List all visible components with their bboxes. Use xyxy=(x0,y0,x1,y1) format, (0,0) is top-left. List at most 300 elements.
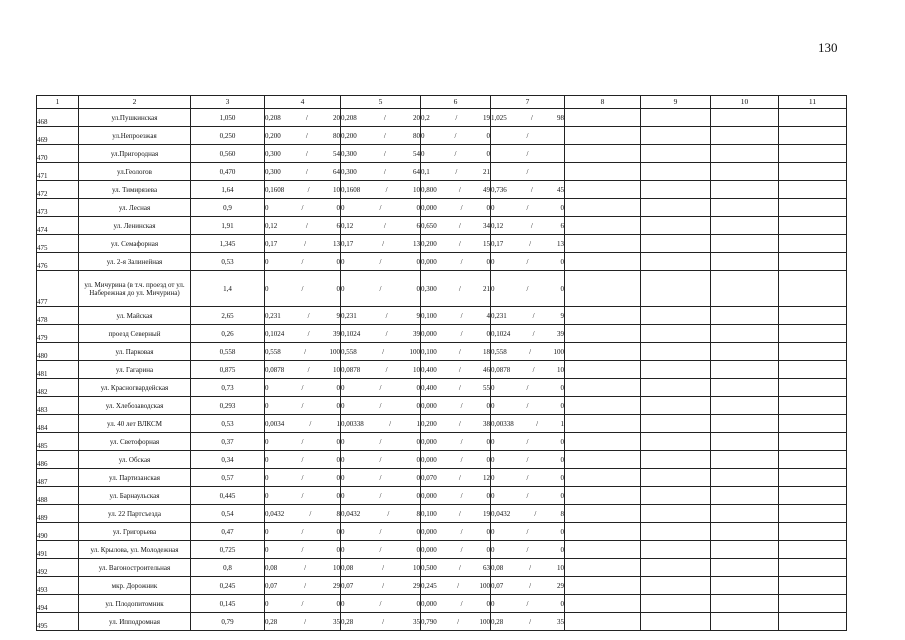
row-number: 483 xyxy=(37,397,79,415)
separator: / xyxy=(301,491,304,500)
row-number: 487 xyxy=(37,469,79,487)
separator: / xyxy=(382,617,385,626)
empty-cell xyxy=(711,397,779,415)
value: 0 xyxy=(486,203,490,212)
value: 0 xyxy=(416,284,420,293)
empty-cell xyxy=(565,163,641,181)
row-number: 485 xyxy=(37,433,79,451)
street-name: ул. Семафорная xyxy=(79,235,191,253)
empty-cell xyxy=(641,199,711,217)
value: 6 xyxy=(560,221,564,230)
street-name: ул.Непроезжая xyxy=(79,127,191,145)
value-cell-c6 xyxy=(421,559,491,577)
value-cell-c6 xyxy=(421,451,491,469)
value: 0 xyxy=(265,284,269,293)
empty-cell xyxy=(779,415,847,433)
separator: / xyxy=(458,365,461,374)
value: 0 xyxy=(341,284,345,293)
value: 0,00338 xyxy=(341,419,364,428)
empty-cell xyxy=(641,379,711,397)
value-cell-c7 xyxy=(491,163,565,181)
value: 98 xyxy=(556,113,564,122)
separator: / xyxy=(460,455,463,464)
value: 0,000 xyxy=(421,401,437,410)
empty-cell xyxy=(779,523,847,541)
separator: / xyxy=(307,365,310,374)
value: 100 xyxy=(409,347,420,356)
value: 0,100 xyxy=(421,509,437,518)
value: 0 xyxy=(341,545,345,554)
separator: / xyxy=(307,329,310,338)
separator: / xyxy=(526,257,529,266)
value-cell-c5 xyxy=(341,181,421,199)
empty-cell xyxy=(565,271,641,307)
empty-cell xyxy=(779,163,847,181)
value-cell-c4 xyxy=(265,397,341,415)
separator: / xyxy=(304,563,307,572)
separator: / xyxy=(379,545,382,554)
empty-cell xyxy=(641,361,711,379)
value-cell-c7 xyxy=(491,415,565,433)
separator: / xyxy=(307,185,310,194)
empty-cell xyxy=(779,217,847,235)
value: 9 xyxy=(416,311,420,320)
value: 64 xyxy=(332,167,340,176)
value: 0 xyxy=(341,401,345,410)
value: 0 xyxy=(341,473,345,482)
page-number: 130 xyxy=(818,40,838,55)
separator: / xyxy=(301,527,304,536)
value-cell-c6 xyxy=(421,199,491,217)
length-value: 1,345 xyxy=(191,235,265,253)
value: 20 xyxy=(332,113,340,122)
separator: / xyxy=(460,311,463,320)
value-cell-c6 xyxy=(421,397,491,415)
length-value: 0,34 xyxy=(191,451,265,469)
value-cell-c6 xyxy=(421,271,491,307)
value: 0,231 xyxy=(341,311,357,320)
value-cell-c4 xyxy=(265,451,341,469)
value: 0 xyxy=(560,383,564,392)
length-value: 2,65 xyxy=(191,307,265,325)
value: 8 xyxy=(560,509,564,518)
separator: / xyxy=(526,473,529,482)
separator: / xyxy=(379,599,382,608)
empty-cell xyxy=(641,469,711,487)
value: 0 xyxy=(336,545,340,554)
value-cell-c5 xyxy=(341,505,421,523)
separator: / xyxy=(458,473,461,482)
street-name: ул. Гагарина xyxy=(79,361,191,379)
value: 0,000 xyxy=(421,203,437,212)
value-cell-c7 xyxy=(491,343,565,361)
column-header: 10 xyxy=(711,96,779,109)
value: 0 xyxy=(336,383,340,392)
value-cell-c4 xyxy=(265,523,341,541)
value: 9 xyxy=(560,311,564,320)
value: 29 xyxy=(412,581,420,590)
table-row xyxy=(37,271,847,307)
value: 0 xyxy=(416,203,420,212)
separator: / xyxy=(385,365,388,374)
value-cell-c7 xyxy=(491,361,565,379)
separator: / xyxy=(460,437,463,446)
table-row xyxy=(37,325,847,343)
value-cell-c7 xyxy=(491,181,565,199)
value-cell-c4 xyxy=(265,325,341,343)
value: 0 xyxy=(336,527,340,536)
empty-cell xyxy=(711,577,779,595)
value: 0,17 xyxy=(491,239,504,248)
value: 80 xyxy=(332,131,340,140)
separator: / xyxy=(305,113,308,122)
empty-cell xyxy=(711,271,779,307)
value: 29 xyxy=(556,581,564,590)
separator: / xyxy=(458,284,461,293)
value: 0,070 xyxy=(421,473,437,482)
separator: / xyxy=(385,329,388,338)
value: 0,300 xyxy=(341,149,357,158)
separator: / xyxy=(383,131,386,140)
separator: / xyxy=(526,284,529,293)
separator: / xyxy=(301,437,304,446)
value-cell-c7 xyxy=(491,307,565,325)
value-cell-c6 xyxy=(421,433,491,451)
table-row xyxy=(37,145,847,163)
separator: / xyxy=(304,581,307,590)
value-cell-c5 xyxy=(341,163,421,181)
length-value: 0,53 xyxy=(191,253,265,271)
value-cell-c5 xyxy=(341,559,421,577)
table-row xyxy=(37,361,847,379)
length-value: 0,79 xyxy=(191,613,265,631)
row-number: 472 xyxy=(37,181,79,199)
empty-cell xyxy=(711,181,779,199)
row-number: 489 xyxy=(37,505,79,523)
separator: / xyxy=(387,509,390,518)
value: 0,28 xyxy=(265,617,278,626)
row-number: 481 xyxy=(37,361,79,379)
empty-cell xyxy=(711,379,779,397)
street-name: ул. Мичурина (в т.ч. проезд от ул. Набережная до ул. Мичурина) xyxy=(79,271,191,307)
empty-cell xyxy=(565,415,641,433)
value: 0,12 xyxy=(341,221,354,230)
empty-cell xyxy=(641,577,711,595)
row-number: 495 xyxy=(37,613,79,631)
value: 0 xyxy=(560,545,564,554)
value-cell-c5 xyxy=(341,127,421,145)
length-value: 0,57 xyxy=(191,469,265,487)
empty-cell xyxy=(641,253,711,271)
value: 0 xyxy=(486,599,490,608)
separator: / xyxy=(526,599,529,608)
street-name: ул. Партизанская xyxy=(79,469,191,487)
separator: / xyxy=(301,401,304,410)
separator: / xyxy=(532,329,535,338)
value: 0,000 xyxy=(421,437,437,446)
separator: / xyxy=(526,203,529,212)
value-cell-c4 xyxy=(265,181,341,199)
empty-cell xyxy=(641,343,711,361)
value-cell-c5 xyxy=(341,253,421,271)
value-cell-c6 xyxy=(421,253,491,271)
value: 10 xyxy=(412,185,420,194)
length-value: 0,245 xyxy=(191,577,265,595)
empty-cell xyxy=(711,217,779,235)
separator: / xyxy=(458,347,461,356)
value: 0 xyxy=(560,437,564,446)
empty-cell xyxy=(779,541,847,559)
value-cell-c6 xyxy=(421,307,491,325)
value-cell-c7 xyxy=(491,451,565,469)
value: 10 xyxy=(412,563,420,572)
empty-cell xyxy=(711,307,779,325)
value: 54 xyxy=(332,149,340,158)
empty-cell xyxy=(711,541,779,559)
value-cell-c4 xyxy=(265,199,341,217)
row-number: 490 xyxy=(37,523,79,541)
street-name: ул. Барнаульская xyxy=(79,487,191,505)
empty-cell xyxy=(565,199,641,217)
row-number: 479 xyxy=(37,325,79,343)
length-value: 0,293 xyxy=(191,397,265,415)
value-cell-c7 xyxy=(491,145,565,163)
empty-cell xyxy=(565,235,641,253)
empty-cell xyxy=(641,595,711,613)
separator: / xyxy=(530,113,533,122)
separator: / xyxy=(305,131,308,140)
length-value: 0,54 xyxy=(191,505,265,523)
row-number: 493 xyxy=(37,577,79,595)
value: 0 xyxy=(416,545,420,554)
empty-cell xyxy=(565,559,641,577)
separator: / xyxy=(305,221,308,230)
street-name: ул. Майская xyxy=(79,307,191,325)
value-cell-c5 xyxy=(341,487,421,505)
empty-cell xyxy=(565,469,641,487)
value-cell-c4 xyxy=(265,235,341,253)
separator: / xyxy=(529,347,532,356)
separator: / xyxy=(383,167,386,176)
value: 0,17 xyxy=(341,239,354,248)
column-header: 9 xyxy=(641,96,711,109)
value-cell-c4 xyxy=(265,541,341,559)
separator: / xyxy=(382,581,385,590)
street-name: мкр. Дорожник xyxy=(79,577,191,595)
separator: / xyxy=(383,149,386,158)
value: 0,245 xyxy=(421,581,437,590)
value-cell-c4 xyxy=(265,613,341,631)
value: 0 xyxy=(486,437,490,446)
street-name: ул. Григорьева xyxy=(79,523,191,541)
separator: / xyxy=(458,419,461,428)
value: 0 xyxy=(486,491,490,500)
separator: / xyxy=(309,419,312,428)
value: 55 xyxy=(482,383,490,392)
row-number: 473 xyxy=(37,199,79,217)
empty-cell xyxy=(565,541,641,559)
value: 0,790 xyxy=(421,617,437,626)
separator: / xyxy=(301,599,304,608)
value: 4 xyxy=(486,311,490,320)
separator: / xyxy=(458,239,461,248)
value-cell-c6 xyxy=(421,343,491,361)
value: 0 xyxy=(336,473,340,482)
empty-cell xyxy=(641,523,711,541)
value: 0,100 xyxy=(421,311,437,320)
street-name: ул. Красногвардейская xyxy=(79,379,191,397)
separator: / xyxy=(526,455,529,464)
value: 100 xyxy=(329,347,340,356)
separator: / xyxy=(379,473,382,482)
value-cell-c4 xyxy=(265,253,341,271)
empty-cell xyxy=(711,433,779,451)
value: 0,558 xyxy=(491,347,507,356)
value: 0,07 xyxy=(265,581,278,590)
value-cell-c6 xyxy=(421,145,491,163)
empty-cell xyxy=(641,415,711,433)
empty-cell xyxy=(779,199,847,217)
table-row xyxy=(37,199,847,217)
value: 0 xyxy=(560,527,564,536)
separator: / xyxy=(379,437,382,446)
empty-cell xyxy=(711,343,779,361)
empty-cell xyxy=(779,181,847,199)
value: 45 xyxy=(556,185,564,194)
separator: / xyxy=(379,383,382,392)
value-cell-c5 xyxy=(341,523,421,541)
value: 0,558 xyxy=(341,347,357,356)
length-value: 0,145 xyxy=(191,595,265,613)
table-row xyxy=(37,541,847,559)
value: 0,231 xyxy=(265,311,281,320)
empty-cell xyxy=(779,271,847,307)
separator: / xyxy=(460,203,463,212)
value-cell-c7 xyxy=(491,559,565,577)
row-number: 474 xyxy=(37,217,79,235)
value-cell-c5 xyxy=(341,307,421,325)
value: 1,025 xyxy=(491,113,507,122)
value: 0,0432 xyxy=(491,509,511,518)
empty-cell xyxy=(565,505,641,523)
value: 100 xyxy=(553,347,564,356)
value-cell-c5 xyxy=(341,109,421,127)
length-value: 1,4 xyxy=(191,271,265,307)
value-cell-c6 xyxy=(421,541,491,559)
value: 19 xyxy=(482,113,490,122)
value: 10 xyxy=(332,185,340,194)
value: 0,1024 xyxy=(341,329,361,338)
table-row xyxy=(37,595,847,613)
empty-cell xyxy=(641,487,711,505)
value-cell-c5 xyxy=(341,379,421,397)
value: 0 xyxy=(336,437,340,446)
separator: / xyxy=(526,401,529,410)
value-cell-c5 xyxy=(341,451,421,469)
empty-cell xyxy=(779,505,847,523)
value-cell-c7 xyxy=(491,613,565,631)
value: 1 xyxy=(560,419,564,428)
value: 0 xyxy=(486,257,490,266)
separator: / xyxy=(458,383,461,392)
empty-cell xyxy=(711,505,779,523)
separator: / xyxy=(385,311,388,320)
row-number: 494 xyxy=(37,595,79,613)
separator: / xyxy=(529,239,532,248)
separator: / xyxy=(460,527,463,536)
value: 0,2 xyxy=(421,113,430,122)
value: 0,000 xyxy=(421,455,437,464)
value: 38 xyxy=(482,419,490,428)
value: 0 xyxy=(416,383,420,392)
table-row xyxy=(37,433,847,451)
empty-cell xyxy=(641,145,711,163)
empty-cell xyxy=(641,271,711,307)
value: 100 xyxy=(479,617,490,626)
separator: / xyxy=(529,563,532,572)
value: 0 xyxy=(560,599,564,608)
row-number: 476 xyxy=(37,253,79,271)
empty-cell xyxy=(779,595,847,613)
empty-cell xyxy=(641,451,711,469)
value: 0 xyxy=(265,599,269,608)
separator: / xyxy=(379,203,382,212)
value: 10 xyxy=(412,365,420,374)
table-row xyxy=(37,235,847,253)
empty-cell xyxy=(565,487,641,505)
value-cell-c6 xyxy=(421,415,491,433)
value: 8 xyxy=(416,509,420,518)
empty-cell xyxy=(565,181,641,199)
empty-cell xyxy=(711,163,779,181)
value: 13 xyxy=(412,239,420,248)
value-cell-c7 xyxy=(491,595,565,613)
value: 0 xyxy=(341,203,345,212)
empty-cell xyxy=(565,109,641,127)
empty-cell xyxy=(641,109,711,127)
row-number: 475 xyxy=(37,235,79,253)
value: 0,400 xyxy=(421,365,437,374)
value: 63 xyxy=(482,563,490,572)
value: 0,300 xyxy=(421,284,437,293)
separator: / xyxy=(526,527,529,536)
value: 0,0432 xyxy=(341,509,361,518)
column-header: 2 xyxy=(79,96,191,109)
empty-cell xyxy=(641,235,711,253)
table-row xyxy=(37,379,847,397)
value-cell-c4 xyxy=(265,379,341,397)
value-cell-c7 xyxy=(491,523,565,541)
separator: / xyxy=(309,509,312,518)
road-registry-table xyxy=(36,95,847,631)
empty-cell xyxy=(565,595,641,613)
value: 0 xyxy=(341,599,345,608)
empty-cell xyxy=(779,343,847,361)
value-cell-c4 xyxy=(265,109,341,127)
value-cell-c6 xyxy=(421,505,491,523)
street-name: ул. 2-я Залинейная xyxy=(79,253,191,271)
separator: / xyxy=(457,617,460,626)
empty-cell xyxy=(565,145,641,163)
row-number: 484 xyxy=(37,415,79,433)
separator: / xyxy=(536,419,539,428)
street-name: ул. Тимирязева xyxy=(79,181,191,199)
table-row xyxy=(37,181,847,199)
value-cell-c5 xyxy=(341,199,421,217)
separator: / xyxy=(460,545,463,554)
empty-cell xyxy=(711,235,779,253)
empty-cell xyxy=(779,397,847,415)
